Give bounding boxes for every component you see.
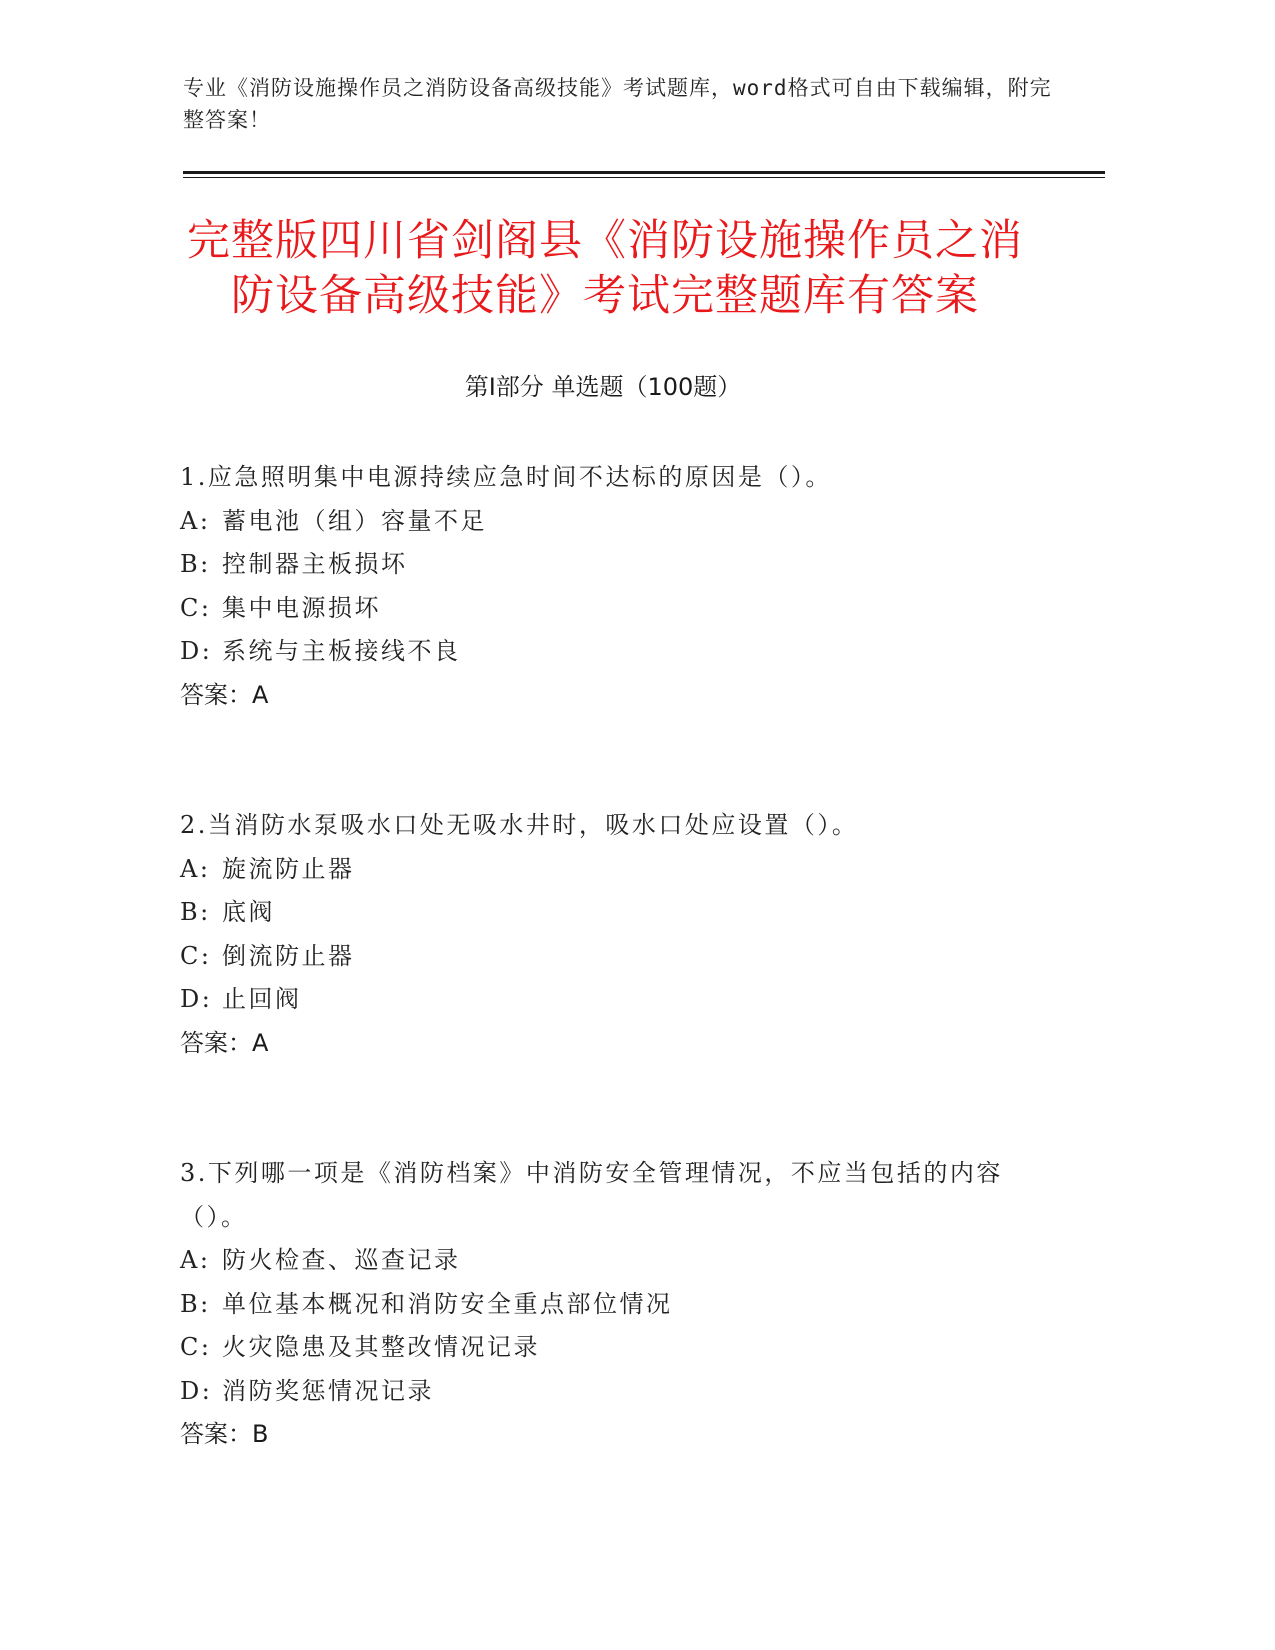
option-text: 系统与主板接线不良 [222, 637, 461, 665]
option-text: 倒流防止器 [222, 941, 355, 970]
question-answer: 答案：A [180, 1028, 269, 1057]
question-option [180, 1326, 1040, 1370]
option-key: A: [180, 506, 211, 535]
option-key: B: [180, 550, 211, 578]
option-key: C: [180, 593, 212, 622]
option-text: 防火检查、巡查记录 [222, 1246, 461, 1274]
question-item [180, 456, 1040, 717]
option-text: 火灾隐患及其整改情况记录 [222, 1333, 540, 1361]
option-key: D: [180, 637, 213, 665]
question-list [180, 456, 1040, 1457]
question-stem: 3.下列哪一项是《消防档案》中消防安全管理情况，不应当包括的内容（）。 [180, 1159, 1003, 1231]
option-key: B: [180, 1289, 211, 1318]
section-title: 第Ⅰ部分 单选题（100题） [464, 373, 742, 401]
question-item [180, 1152, 1040, 1457]
option-key: D: [180, 985, 213, 1013]
option-key: A: [180, 1246, 211, 1274]
question-option [180, 891, 1040, 935]
option-text: 单位基本概况和消防安全重点部位情况 [222, 1289, 673, 1318]
option-text: 旋流防止器 [222, 854, 355, 883]
question-option [180, 543, 1040, 587]
question-option [180, 1370, 1040, 1414]
header-note: 专业《消防设施操作员之消防设备高级技能》考试题库，word格式可自由下载编辑，附完整答案！ [183, 76, 1052, 132]
question-stem: 2.当消防水泵吸水口处无吸水井时，吸水口处应设置（）。 [180, 811, 859, 839]
option-key: D: [180, 1376, 213, 1405]
question-option [180, 848, 1040, 892]
option-key: B: [180, 898, 211, 926]
question-option [180, 1283, 1040, 1327]
option-text: 止回阀 [222, 985, 302, 1013]
option-key: C: [180, 1333, 212, 1361]
question-option [180, 978, 1040, 1022]
option-text: 集中电源损坏 [222, 593, 381, 622]
question-option [180, 587, 1040, 631]
question-option [180, 1239, 1040, 1283]
question-option [180, 630, 1040, 674]
option-key: A: [180, 854, 211, 883]
question-answer: 答案：A [180, 680, 269, 709]
option-text: 蓄电池（组）容量不足 [222, 506, 487, 535]
question-spacer [180, 717, 1040, 804]
question-item [180, 804, 1040, 1065]
option-text: 底阀 [222, 898, 275, 926]
option-text: 消防奖惩情况记录 [222, 1376, 434, 1405]
option-text: 控制器主板损坏 [222, 550, 408, 578]
document-title: 完整版四川省剑阁县《消防设施操作员之消防设备高级技能》考试完整题库有答案 [187, 216, 1023, 321]
header-divider-thick [183, 171, 1105, 174]
question-answer: 答案：B [180, 1420, 269, 1448]
question-option [180, 500, 1040, 544]
question-option [180, 935, 1040, 979]
header-divider-thin [183, 177, 1105, 178]
question-stem: 1.应急照明集中电源持续应急时间不达标的原因是（）。 [180, 463, 832, 491]
option-key: C: [180, 941, 212, 970]
question-spacer [180, 1065, 1040, 1152]
